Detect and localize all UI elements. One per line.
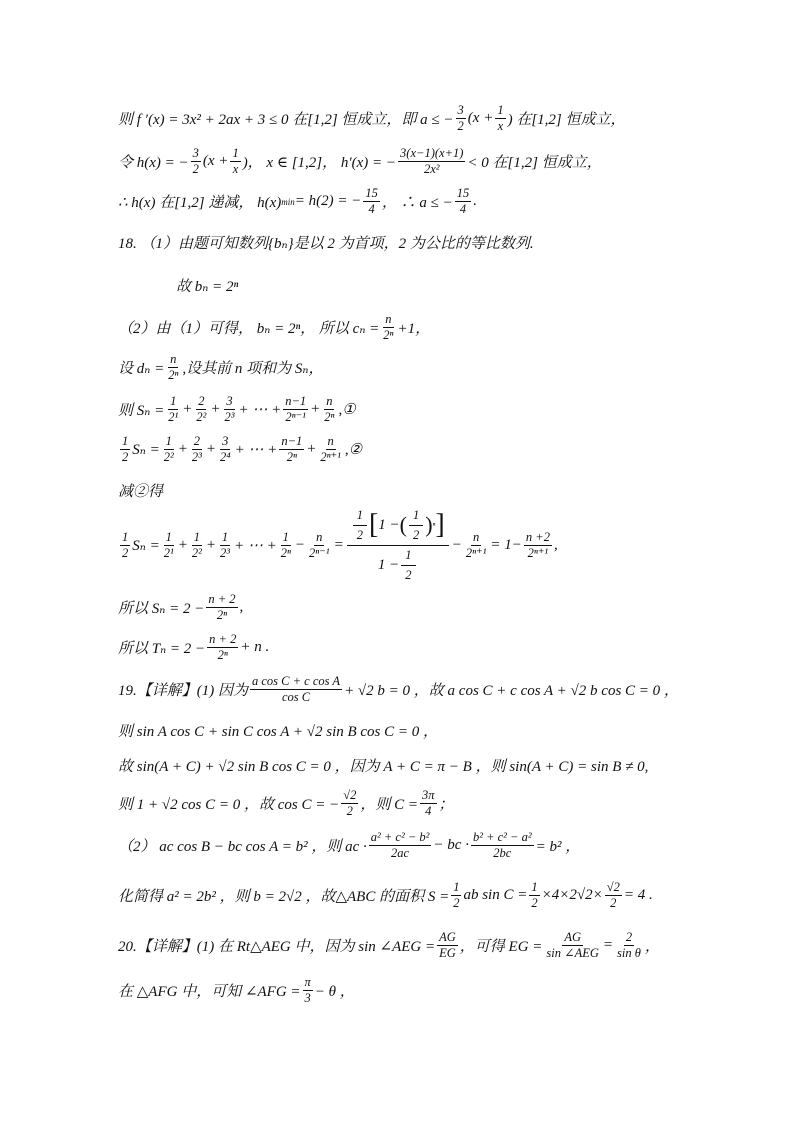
- text: 故 sin(A + C) + √2 sin B cos C = 0 ，因为 A + C = π − B ，则 sin(A + C) = sin B ≠ 0,: [118, 759, 649, 775]
- minus: −: [294, 536, 306, 553]
- text: ，可得 EG =: [459, 939, 543, 955]
- text: − θ ，: [314, 984, 355, 1000]
- fraction: $\frac{2}{\text{2²}}$: [196, 394, 207, 424]
- text: ,①: [338, 402, 356, 418]
- fraction: $\frac{n}{\text{2ⁿ⁺¹}}$: [465, 529, 487, 560]
- text: + ⋯ +: [233, 537, 277, 554]
- q19-line-4: [118, 788, 734, 819]
- q20-line-1: [118, 930, 734, 961]
- text: （2）由（1）可得， bₙ = 2ⁿ， 所以 cₙ =: [118, 321, 380, 337]
- text: ,设其前 n 项和为 Sₙ，: [182, 361, 324, 377]
- text: + ⋯ +: [238, 402, 282, 418]
- fraction: $\frac{1}{x}$: [497, 103, 504, 133]
- text: ,②: [344, 442, 363, 458]
- text: ， ∴ a ≤ −: [381, 195, 453, 211]
- q18-line-4: [118, 352, 734, 383]
- fraction: $\frac{n}{\text{2ⁿ}}$: [168, 352, 179, 382]
- fraction: $\frac{√2}{2}$: [606, 880, 620, 910]
- text: Sₙ =: [132, 537, 160, 554]
- fraction: $\frac{n}{\text{2ⁿ⁺¹}}$: [320, 434, 341, 464]
- q18-line-5: [118, 394, 734, 425]
- q18-line-7: [118, 480, 734, 501]
- text: − bc ·: [433, 837, 469, 853]
- text: ；: [438, 797, 454, 813]
- text: 则 1 + √2 cos C = 0 ，故 cos C = −: [118, 797, 340, 813]
- fraction: $\frac{3}{\text{2⁴}}$: [219, 434, 231, 464]
- text: 20.【详解】(1) 在 Rt△AEG 中，因为 sin ∠AEG =: [118, 939, 436, 955]
- q18-line-2: [176, 275, 734, 296]
- text: Sₙ =: [132, 442, 160, 458]
- minus: −: [451, 536, 462, 553]
- q18-line-3: [118, 312, 734, 343]
- fraction: $\frac{1}{2}$: [122, 434, 129, 464]
- fraction: $\frac{3(x-1)(x+1)}{\text{2x²}}$: [400, 146, 464, 176]
- text: 设 dₙ =: [118, 361, 165, 377]
- fraction: $\frac{15}{4}$: [365, 186, 378, 216]
- text: 令 h(x) = −: [118, 155, 189, 171]
- fraction: $\frac{1}{\text{2¹}}$: [163, 529, 174, 560]
- fraction: $\frac{n}{\text{2ⁿ⁻¹}}$: [309, 529, 330, 560]
- q18-line-9: [118, 592, 734, 623]
- text: )， x ∈ [1,2]， h′(x) = −: [242, 155, 397, 171]
- text: + √2 b = 0 ，故 a cos C + c cos A + √2 b cos C = 0 ，: [344, 683, 679, 699]
- text: +1，: [397, 321, 431, 337]
- text: ×4×2√2×: [541, 887, 603, 903]
- fraction: $\frac{1}{2}$: [531, 880, 538, 910]
- text: ) 在[1,2] 恒成立，: [507, 112, 626, 128]
- fraction: $\frac{n-1}{\text{2ⁿ}}$: [281, 434, 303, 464]
- plus: +: [177, 536, 188, 553]
- q18-line-1: [118, 232, 734, 253]
- text: 则 Sₙ =: [118, 403, 165, 419]
- big-fraction: $\frac{1}{2}$ [ 1 − ( $\frac{1}{2}$ ) ⁿ ] 1 − $\frac{1}{2}$: [347, 508, 449, 583]
- text: 减②得: [118, 484, 164, 500]
- text: (x +: [467, 110, 494, 126]
- solution-line-1: [118, 103, 734, 134]
- plus: +: [205, 441, 216, 457]
- text: 18. （1）由题可知数列{bₙ}是以 2 为首项，2 为公比的等比数列.: [118, 236, 534, 252]
- text: = h(2) = −: [294, 193, 362, 209]
- q19-line-3: [118, 755, 734, 776]
- plus: +: [182, 401, 193, 417]
- text: （2） ac cos B − bc cos A = b² ，则 ac ·: [118, 839, 367, 855]
- text: (x +: [202, 153, 229, 169]
- fraction: $\frac{n}{\text{2ⁿ}}$: [383, 312, 394, 342]
- plus: +: [310, 401, 321, 417]
- fraction: $\frac{AG}{\text{sin ∠AEG}}$: [546, 930, 599, 960]
- q18-line-6: [118, 434, 734, 465]
- text: = b² ，: [535, 839, 581, 855]
- text: 所以 Tₙ = 2 −: [118, 641, 206, 657]
- text: 所以 Sₙ = 2 −: [118, 601, 205, 617]
- fraction: $\frac{n +2}{\text{2ⁿ⁺¹}}$: [525, 529, 550, 560]
- equals: =: [333, 536, 344, 553]
- text: < 0 在[1,2] 恒成立，: [467, 155, 602, 171]
- text: 则 sin A cos C + sin C cos A + √2 sin B cos C = 0 ，: [118, 724, 439, 740]
- fraction: $\frac{1}{2}$: [453, 880, 460, 910]
- text: 则 f ′(x) = 3x² + 2ax + 3 ≤ 0 在[1,2] 恒成立，即 a ≤ −: [118, 112, 454, 128]
- fraction: $\frac{\text{b² + c² − a²}}{2bc}$: [472, 830, 532, 860]
- fraction: $\frac{1}{\text{2²}}$: [191, 529, 202, 560]
- text: .: [473, 193, 477, 209]
- fraction: $\frac{2}{\text{sin θ}}$: [617, 930, 641, 960]
- fraction: $\frac{√2}{2}$: [343, 788, 357, 818]
- fraction: $\frac{1}{\text{2³}}$: [219, 529, 230, 560]
- q20-line-2: [118, 975, 734, 1006]
- q19-line-1: [118, 674, 734, 705]
- plus: +: [210, 401, 221, 417]
- fraction: $\frac{n-1}{\text{2ⁿ⁻¹}}$: [285, 394, 307, 424]
- text: 在 △AFG 中，可知 ∠AFG =: [118, 984, 301, 1000]
- fraction: $\frac{15}{4}$: [456, 186, 470, 216]
- plus: +: [205, 536, 216, 553]
- fraction: $\frac{\text{a² + c² − b²}}{2ac}$: [370, 830, 430, 860]
- fraction: $\frac{3}{\text{2³}}$: [224, 394, 235, 424]
- text: 19.【详解】(1) 因为: [118, 683, 248, 699]
- text: ，则 C =: [360, 797, 418, 813]
- fraction: $\frac{2}{\text{2³}}$: [191, 434, 202, 464]
- plus: +: [306, 441, 317, 457]
- fraction: $\frac{1}{x}$: [232, 146, 239, 176]
- plus: +: [177, 441, 188, 457]
- fraction: $\frac{AG}{EG}$: [439, 930, 456, 960]
- text: ,: [239, 599, 244, 615]
- fraction: $\frac{1}{2}$: [122, 529, 129, 560]
- q18-line-10: [118, 632, 734, 663]
- q19-line-2: [118, 720, 734, 741]
- fraction: $\frac{3}{2}$: [457, 103, 464, 133]
- text: + n .: [240, 639, 270, 655]
- solution-line-3: [118, 186, 734, 217]
- subscript: min: [281, 196, 295, 207]
- solution-line-2: [118, 146, 734, 177]
- q18-line-8: [118, 507, 734, 582]
- fraction: $\frac{\text{a cos C + c cos A}}{\text{cos C}}$: [252, 674, 341, 704]
- text: 化简得 a² = 2b² ，则 b = 2√2 ，故△ABC 的面积 S =: [118, 889, 450, 905]
- fraction: $\frac{1}{\text{2¹}}$: [168, 394, 179, 424]
- text: =: [602, 937, 614, 953]
- text: ，: [644, 939, 660, 955]
- fraction: $\frac{3\pi}{4}$: [422, 788, 435, 818]
- q19-line-6: [118, 880, 734, 911]
- text: 故 bₙ = 2ⁿ: [176, 279, 239, 295]
- fraction: $\frac{1}{\text{2²}}$: [163, 434, 174, 464]
- text: + ⋯ +: [234, 442, 278, 458]
- fraction: $\frac{n + 2}{\text{2ⁿ}}$: [208, 592, 236, 622]
- text: = 1−: [490, 536, 522, 553]
- text: ab sin C =: [463, 887, 528, 903]
- q19-line-5: [118, 830, 734, 861]
- fraction: $\frac{n + 2}{\text{2ⁿ}}$: [209, 632, 237, 662]
- text: = 4 .: [623, 887, 653, 903]
- text: ,: [553, 536, 558, 553]
- fraction: $\frac{\pi}{3}$: [304, 975, 311, 1005]
- text: ∴ h(x) 在[1,2] 递减， h(x): [118, 195, 282, 211]
- fraction: $\frac{n}{\text{2ⁿ}}$: [324, 394, 335, 424]
- fraction: $\frac{3}{2}$: [192, 146, 199, 176]
- fraction: $\frac{1}{\text{2ⁿ}}$: [280, 529, 291, 560]
